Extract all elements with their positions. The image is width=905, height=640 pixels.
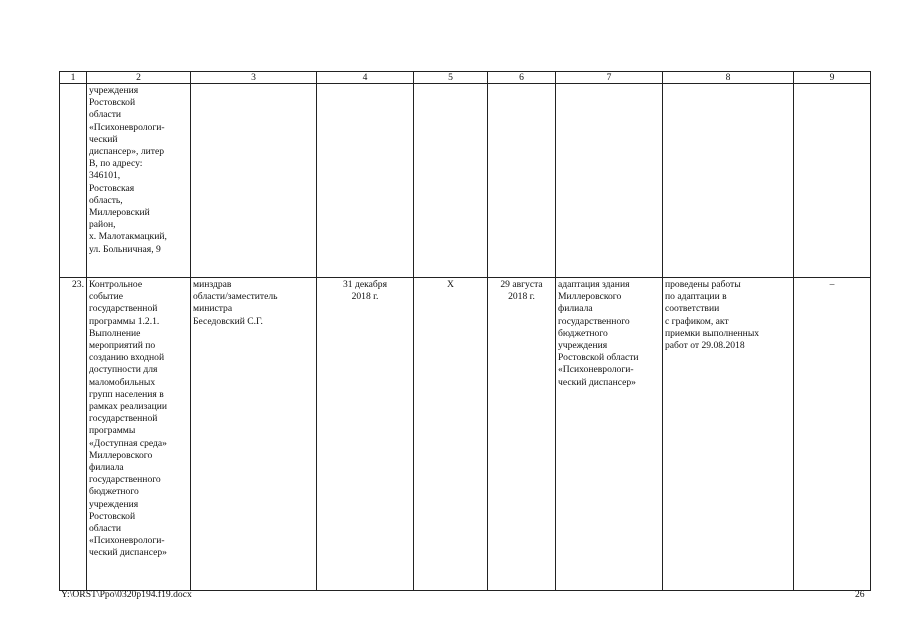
page-number: 26 — [855, 589, 865, 600]
notes-cell: – — [794, 278, 871, 591]
text-line: соответствии — [665, 303, 720, 315]
text-line: программы — [89, 425, 136, 437]
text-line: области/заместитель — [193, 291, 278, 303]
result-actual-cell — [663, 278, 794, 591]
column-header: 2 — [87, 72, 191, 84]
result-planned-cell — [556, 84, 663, 278]
result-planned-cell — [556, 278, 663, 591]
file-path-footer: Y:\ORST\Ppo\0320p194.f19.docx — [61, 589, 192, 600]
row-number-cell — [60, 84, 87, 278]
text-line: Беседовский С.Г. — [193, 315, 263, 327]
column-header: 5 — [414, 72, 488, 84]
table-row — [60, 278, 871, 591]
column-header: 9 — [794, 72, 871, 84]
text-line: 2018 г. — [508, 291, 535, 303]
text-line: Миллеровского — [558, 291, 622, 303]
text-line: учреждения — [89, 498, 139, 510]
text-line: с графиком, акт — [665, 315, 729, 327]
text-line: по адаптации в — [665, 291, 727, 303]
text-line: Миллеровского — [89, 449, 153, 461]
column-5-cell — [414, 84, 488, 278]
text-line: Ростовская — [89, 182, 135, 194]
actual-date-cell — [488, 84, 556, 278]
planned-date-cell — [317, 278, 414, 591]
text-line: минздрав — [193, 279, 232, 290]
data-table — [59, 71, 871, 591]
text-line: групп населения в — [89, 388, 164, 400]
text-line: х. Малотакмацкий, — [89, 231, 167, 243]
text-line: адаптация здания — [558, 279, 630, 290]
text-line: Ростовской — [89, 510, 136, 522]
text-line: учреждения — [558, 340, 608, 352]
notes-cell — [794, 84, 871, 278]
column-header: 1 — [60, 72, 87, 84]
text-line: «Психоневрологи- — [89, 535, 165, 547]
text-line: области — [89, 109, 122, 121]
text-line: программы 1.2.1. — [89, 315, 160, 327]
text-line: проведены работы — [665, 279, 741, 290]
event-name-cell — [87, 278, 191, 591]
text-line: учреждения — [89, 85, 139, 96]
text-line: диспансер», литер — [89, 146, 164, 158]
result-actual-cell — [663, 84, 794, 278]
text-line: филиала — [558, 303, 593, 315]
text-line: событие — [89, 291, 123, 303]
text-line: государственного — [558, 315, 630, 327]
text-line: ческий диспансер» — [89, 547, 167, 559]
planned-date-cell — [317, 84, 414, 278]
text-line: Миллеровский — [89, 207, 150, 219]
text-line: бюджетного — [558, 327, 608, 339]
text-line: Контрольное — [89, 279, 143, 290]
text-line: государственного — [89, 474, 161, 486]
event-name-cell — [87, 84, 191, 278]
row-number-cell: 23. — [60, 278, 87, 591]
text-line: район, — [89, 219, 116, 231]
text-line: «Психоневрологи- — [89, 121, 165, 133]
text-line: доступности для — [89, 364, 158, 376]
text-line: министра — [193, 303, 233, 315]
text-line: 2018 г. — [351, 291, 379, 303]
text-line: созданию входной — [89, 352, 165, 364]
text-line: Выполнение — [89, 327, 141, 339]
text-line: области — [89, 523, 122, 535]
column-5-cell: X — [414, 278, 488, 591]
text-line: 31 декабря — [343, 279, 387, 290]
column-header: 6 — [488, 72, 556, 84]
text-line: маломобильных — [89, 376, 156, 388]
text-line: ческий диспансер» — [558, 376, 636, 388]
text-line: В, по адресу: — [89, 158, 143, 170]
text-line: работ от 29.08.2018 — [665, 340, 745, 352]
text-line: «Психоневрологи- — [558, 364, 634, 376]
text-line: государственной — [89, 303, 158, 315]
text-line: 29 августа — [500, 279, 543, 290]
column-header: 8 — [663, 72, 794, 84]
column-header: 7 — [556, 72, 663, 84]
actual-date-cell — [488, 278, 556, 591]
text-line: «Доступная среда» — [89, 437, 167, 449]
text-line: ческий — [89, 133, 118, 145]
responsible-cell — [191, 84, 317, 278]
text-line: рамках реализации — [89, 401, 167, 413]
text-line: мероприятий по — [89, 340, 156, 352]
column-header: 3 — [191, 72, 317, 84]
table-row — [60, 84, 871, 278]
responsible-cell — [191, 278, 317, 591]
text-line: ул. Больничная, 9 — [89, 243, 161, 255]
text-line: бюджетного — [89, 486, 139, 498]
text-line: филиала — [89, 462, 124, 474]
text-line: 346101, — [89, 170, 121, 182]
column-header: 4 — [317, 72, 414, 84]
column-number-row — [60, 72, 871, 84]
text-line: Ростовской области — [558, 352, 639, 364]
text-line: область, — [89, 194, 123, 206]
text-line: Ростовской — [89, 97, 136, 109]
text-line: приемки выполненных — [665, 327, 760, 339]
text-line: государственной — [89, 413, 158, 425]
